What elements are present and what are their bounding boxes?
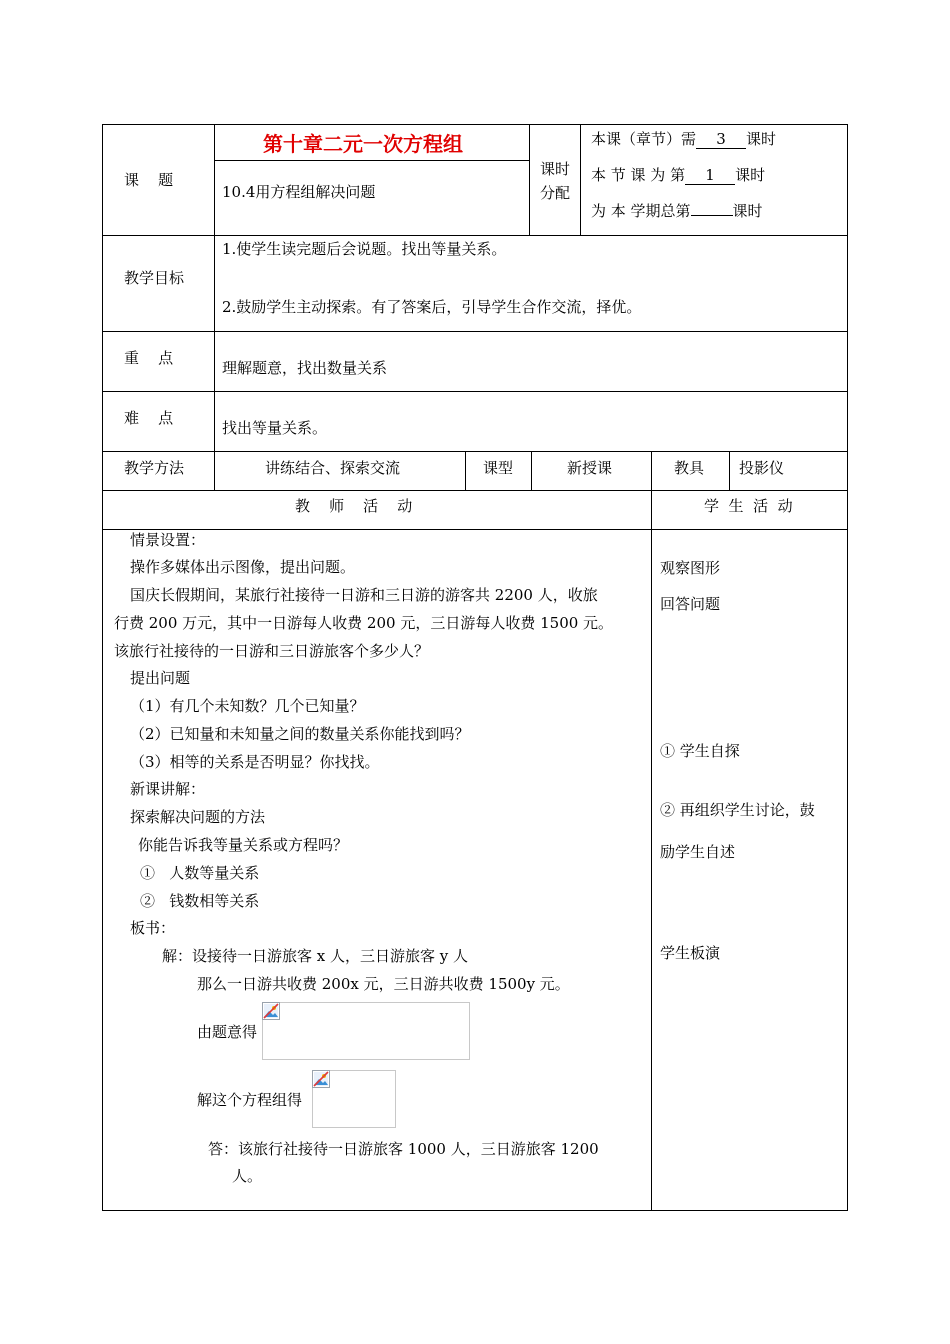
- teacher-line: 解这个方程组得: [197, 1091, 303, 1109]
- divider: [531, 451, 532, 491]
- divider: [102, 451, 848, 452]
- broken-image-icon: [262, 1002, 280, 1020]
- divider: [651, 451, 652, 491]
- divider: [102, 391, 848, 392]
- divider: [214, 160, 530, 161]
- divider: [651, 490, 652, 1211]
- equation-system-image: [262, 1002, 470, 1060]
- goal-item: 2.鼓励学生主动探索。有了答案后，引导学生合作交流，择优。: [222, 298, 642, 316]
- student-line: 学生板演: [660, 944, 721, 962]
- difficulty-text: 找出等量关系。: [222, 419, 328, 437]
- key-point-text: 理解题意，找出数量关系: [222, 359, 388, 377]
- divider: [102, 490, 848, 491]
- section-title: 10.4用方程组解决问题: [222, 183, 376, 201]
- student-activity-header: 学 生 活 动: [704, 497, 793, 515]
- solution-image: [312, 1070, 396, 1128]
- divider: [465, 451, 466, 491]
- teacher-line: 新课讲解：: [130, 780, 206, 798]
- hours-label-1: 课时: [540, 160, 571, 178]
- teacher-line: 解：设接待一日游旅客 x 人，三日游旅客 y 人: [162, 947, 469, 965]
- student-line: ① 学生自探: [660, 742, 740, 760]
- hours-value-total: [691, 215, 733, 216]
- table-border-right: [847, 124, 848, 1211]
- method-value: 讲练结合、探索交流: [265, 459, 401, 477]
- teacher-line: 答：该旅行社接待一日游旅客 1000 人，三日游旅客 1200: [208, 1140, 599, 1158]
- teacher-line: 由题意得: [197, 1023, 258, 1041]
- divider: [102, 529, 848, 530]
- hours-value-course: 3: [696, 130, 746, 149]
- key-point-label: 重 点: [124, 349, 174, 367]
- divider: [102, 331, 848, 332]
- teacher-line: （2）已知量和未知量之间的数量关系你能找到吗？: [130, 725, 470, 743]
- broken-image-icon: [312, 1070, 330, 1088]
- hours-label-2: 分配: [540, 184, 571, 202]
- difficulty-label: 难 点: [124, 409, 174, 427]
- divider: [580, 124, 581, 235]
- teacher-line: （3）相等的关系是否明显？你找找。: [130, 753, 380, 771]
- chapter-title: 第十章二元一次方程组: [263, 132, 463, 156]
- teacher-line: ② 钱数相等关系: [140, 892, 260, 910]
- teacher-line: 探索解决问题的方法: [130, 808, 266, 826]
- divider: [102, 235, 848, 236]
- student-line: 励学生自述: [660, 843, 736, 861]
- method-label: 教学方法: [124, 459, 185, 477]
- table-border-left: [102, 124, 103, 1211]
- hours-value-section: 1: [685, 166, 735, 185]
- teacher-line: 那么一日游共收费 200x 元，三日游共收费 1500y 元。: [197, 975, 570, 993]
- teaching-tool-label: 教具: [674, 459, 705, 477]
- student-line: 回答问题: [660, 595, 721, 613]
- teacher-line: 情景设置：: [130, 531, 206, 549]
- hours-line-2: 本 节 课 为 第 1 课时: [591, 166, 766, 184]
- topic-label: 课 题: [124, 171, 174, 189]
- teacher-line: 你能告诉我等量关系或方程吗？: [138, 836, 349, 854]
- lesson-type-value: 新授课: [567, 459, 613, 477]
- teacher-line: 板书：: [130, 919, 176, 937]
- teacher-line: 人。: [232, 1167, 263, 1185]
- teacher-line: ① 人数等量关系: [140, 864, 260, 882]
- goal-item: 1.使学生读完题后会说题。找出等量关系。: [222, 240, 507, 258]
- teacher-line: 行费 200 万元，其中一日游每人收费 200 元，三日游每人收费 1500 元。: [114, 614, 614, 632]
- divider: [729, 451, 730, 491]
- divider: [214, 124, 215, 491]
- teacher-line: 提出问题: [130, 669, 191, 687]
- lesson-type-label: 课型: [483, 459, 514, 477]
- hours-line-1: 本课（章节）需 3 课时: [591, 130, 777, 148]
- teacher-line: 操作多媒体出示图像，提出问题。: [130, 558, 356, 576]
- goals-label: 教学目标: [124, 269, 185, 287]
- divider: [529, 124, 530, 235]
- teacher-line: 国庆长假期间，某旅行社接待一日游和三日游的游客共 2200 人，收旅: [130, 586, 598, 604]
- teaching-tool-value: 投影仪: [739, 459, 785, 477]
- teacher-activity-header: 教 师 活 动: [295, 497, 413, 515]
- table-border-bottom: [102, 1210, 848, 1211]
- hours-line-3: 为 本 学期总第 课时: [591, 202, 763, 220]
- teacher-line: （1）有几个未知数？几个已知量？: [130, 697, 365, 715]
- student-line: 观察图形: [660, 559, 721, 577]
- teacher-line: 该旅行社接待的一日游和三日游旅客个多少人？: [114, 642, 430, 660]
- student-line: ② 再组织学生讨论，鼓: [660, 801, 815, 819]
